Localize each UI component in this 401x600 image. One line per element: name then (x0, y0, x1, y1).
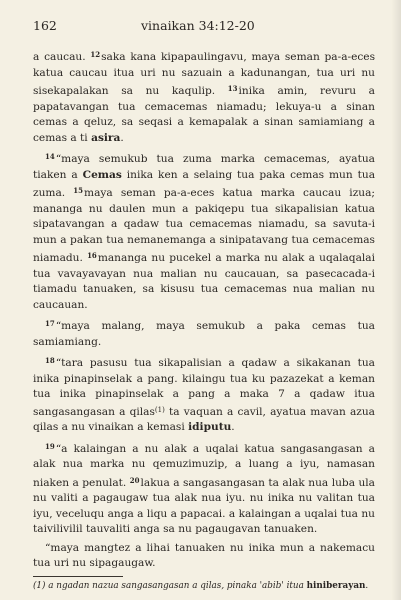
footnote-marker: (1) (33, 580, 46, 591)
text-run: . (231, 421, 235, 433)
text-run: ta vaquan a cavil, ayatua mavan azua qilas a nu vinaikan a kemasi (33, 405, 375, 433)
footnote (33, 580, 375, 592)
running-title: vinaikan 34:12-20 (141, 18, 255, 33)
paragraph (33, 439, 375, 538)
footnote-rule (33, 576, 123, 577)
text-run: “a kalaingan a nu alak a uqalai katua sangasangasan a alak nua marka nu qemuzimuzip, a luang a iyu, namasan niaken a penulat. (33, 442, 375, 489)
text-run: “maya malang, maya semukub a paka cemas tua samiamiang. (33, 320, 375, 348)
footnote-text: a ngadan nazua sangasangasan a qilas, pinaka 'abib' itua (45, 580, 307, 591)
text-run: maya seman pa-a-eces katua marka caucau izua; mananga nu daulen mun a pakiqepu tua sikapalisian katua sipatavangan a qadaw tua cemacemas niamadu, sa savuta-i mun a pakan tua nemanemanga a sinipatavang tua cemacemas niamadu. (33, 187, 375, 264)
text-run: inika amin, revuru a papatavangan tua cemacemas niamadu; lekuya-u a sinan cemas a qeluz, sa seqasi a kemapalak a sinan samiamiang a cemas a ti (33, 85, 375, 144)
verse-number: 20 (129, 475, 140, 485)
page-header (33, 18, 375, 36)
text-run: “tara pasusu tua sikapalisian a qadaw a sikakanan tua inika pinapinselak a pang. kilaingu tua ku pazazekat a keman tua inika pinapinselak a pang a maka 7 a qadaw itua sangasangasan a qilas (33, 357, 375, 418)
paragraph (33, 47, 375, 146)
bold-term: Cemas (82, 168, 122, 181)
verse-number: 16 (87, 251, 97, 260)
body-text (33, 47, 375, 572)
paragraph (33, 541, 375, 572)
paragraph (33, 149, 375, 313)
text-run: mananga nu pucekel a marka nu alak a uqalaqalai tua vavayavayan nua malian nu caucauan, sa pasecacada-i tiamadu tanuaken, sa kisusu tua cemacemas nua malian nu caucauan. (33, 252, 375, 311)
bold-term: asira (91, 131, 121, 144)
verse-number: 12 (90, 50, 101, 59)
text-run: saka kana kipapaulingavu, maya seman pa-a-eces katua caucau itua uri nu sazuain a kadunangan, tua uri nu sisekapalakan sa nu kaqulip. (33, 51, 376, 97)
bold-term: idiputu (188, 421, 232, 433)
text-run: “maya semukub tua zuma marka cemacemas, ayatua tiaken a (33, 153, 375, 181)
footnote-reference: (1) (154, 405, 165, 414)
page-number: 162 (33, 18, 57, 33)
paragraph (33, 316, 375, 350)
verse-number: 19 (45, 441, 55, 451)
footnote-end: . (365, 580, 369, 591)
text-run: inika ken a selaing tua paka cemas mun tua zuma. (33, 168, 376, 199)
page-edge-shadow (391, 0, 401, 600)
footnote-bold-word: hiniberayan (306, 580, 366, 591)
verse-number: 18 (45, 356, 55, 365)
text-run: . (120, 131, 124, 144)
verse-number: 15 (73, 186, 84, 195)
text-run: “maya mangtez a lihai tanuaken nu inika mun a nakemacu tua uri nu sipagaugaw. (33, 541, 375, 569)
verse-number: 14 (45, 152, 55, 161)
verse-number: 13 (227, 84, 238, 93)
text-run: a caucau. (33, 51, 91, 63)
verse-number: 17 (45, 319, 55, 328)
paragraph (33, 353, 375, 436)
text-run: lakua a sangasangasan ta alak nua luba ula nu valiti a pagaugaw tua alak nua iyu. nu inika nu valitan tua iyu, veceluqu anga a liqu a papacai. a kalaingan a uqalai tua nu taivilivilil tauvaliti anga sa nu pagaugavan tanuaken. (33, 476, 375, 535)
